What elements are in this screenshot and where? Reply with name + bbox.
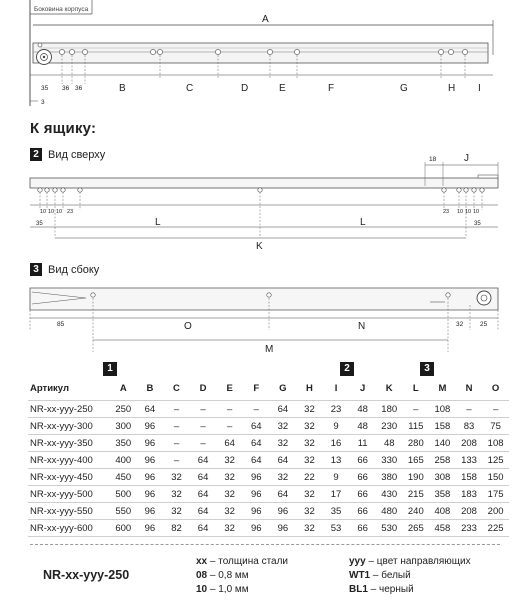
header-H: H [306,382,313,394]
value-cell: 64 [243,452,270,469]
value-cell: 32 [296,486,323,503]
value-cell: 190 [403,469,430,486]
value-cell: 225 [482,520,509,537]
value-cell: – [163,452,190,469]
value-cell: 66 [349,520,376,537]
dim-O: O [184,321,192,332]
table-row [28,503,509,520]
value-cell: 66 [349,452,376,469]
header-K: K [385,382,393,394]
segment-C: C [186,83,194,94]
value-cell: 240 [403,503,430,520]
legend-bl1: BL1 – черный [349,584,414,595]
header-B: B [146,382,154,394]
value-cell: 32 [270,469,297,486]
header-C: C [173,382,180,394]
dim-N: N [358,321,366,332]
legend-left [196,555,288,597]
value-cell: 500 [110,486,137,503]
value-cell: 140 [429,435,456,452]
value-cell: 133 [456,452,483,469]
table-header-row [28,376,509,401]
header-L: L [412,382,419,394]
value-cell: – [163,401,190,418]
table-row [28,452,509,469]
value-cell: 13 [323,452,350,469]
header-A: A [119,382,127,394]
dim-36-b: 36 [75,85,83,92]
value-cell: 32 [216,503,243,520]
value-cell: 125 [482,452,509,469]
value-cell: 96 [243,503,270,520]
value-cell: 9 [323,469,350,486]
value-cell: 96 [137,452,164,469]
value-cell: 32 [163,469,190,486]
value-cell: 96 [270,520,297,537]
dim-35-right: 35 [474,221,481,227]
header-I: I [334,382,338,394]
segment-I: I [478,83,481,94]
legend-08: 08 – 0,8 мм [196,570,249,581]
value-cell: 550 [110,503,137,520]
dim-23-left: 23 [67,209,74,215]
value-cell: 96 [243,520,270,537]
value-cell: 480 [376,503,403,520]
dim-18: 18 [429,156,437,163]
article-cell: NR-xx-yyy-550 [28,503,110,520]
table-row [28,486,509,503]
value-cell: 32 [216,520,243,537]
value-cell: 66 [349,503,376,520]
value-cell: – [163,418,190,435]
dim-10-b: 10 [48,209,55,215]
legend-10: 10 – 1,0 мм [196,584,249,595]
legend-wt1: WT1 – белый [349,570,411,581]
value-cell: 48 [376,435,403,452]
dim-label-A: A [262,14,269,25]
dim-10-c: 10 [56,209,63,215]
article-cell: NR-xx-yyy-300 [28,418,110,435]
value-cell: 64 [243,418,270,435]
value-cell: 358 [429,486,456,503]
value-cell: 32 [163,486,190,503]
value-cell: 32 [216,486,243,503]
value-cell: 53 [323,520,350,537]
value-cell: 115 [403,418,430,435]
view-top-label: Вид сверху [48,148,106,161]
article-cell: NR-xx-yyy-350 [28,435,110,452]
view-side-label: Вид сбоку [48,263,100,276]
value-cell: 96 [137,503,164,520]
value-cell: 83 [456,418,483,435]
header-M: M [438,382,447,394]
value-cell: 96 [243,469,270,486]
value-cell: 180 [376,401,403,418]
value-cell: 96 [270,503,297,520]
value-cell: 158 [456,469,483,486]
value-cell: 64 [190,486,217,503]
dim-25: 25 [480,321,488,328]
value-cell: 430 [376,486,403,503]
value-cell: – [163,435,190,452]
table-row [28,418,509,435]
top-view-holes [38,188,484,192]
value-cell: 35 [323,503,350,520]
value-cell: 200 [482,503,509,520]
dim-10-a: 10 [40,209,47,215]
column-group-marker-1: 1 [103,362,117,376]
value-cell: 64 [243,435,270,452]
value-cell: 64 [270,452,297,469]
value-cell: 64 [190,469,217,486]
header-G: G [279,382,287,394]
legend-xx: xx – толщина стали [196,556,289,567]
value-cell: 350 [110,435,137,452]
value-cell: 250 [110,401,137,418]
value-cell: 108 [429,401,456,418]
value-cell: 258 [429,452,456,469]
value-cell: 82 [163,520,190,537]
header-D: D [199,382,207,394]
value-cell: 600 [110,520,137,537]
value-cell: 458 [429,520,456,537]
article-cell: NR-xx-yyy-400 [28,452,110,469]
value-cell: 265 [403,520,430,537]
dim-M: M [265,344,274,355]
value-cell: 96 [243,486,270,503]
dim-3: 3 [41,99,45,106]
dim-10-d: 10 [457,209,464,215]
header-article: Артикул [30,382,69,394]
value-cell: 64 [190,520,217,537]
value-cell: 64 [190,503,217,520]
value-cell: 300 [110,418,137,435]
value-cell: 66 [349,486,376,503]
value-cell: 75 [482,418,509,435]
segment-D: D [241,83,249,94]
value-cell: 17 [323,486,350,503]
value-cell: 400 [110,452,137,469]
table-row [28,520,509,537]
dim-36-a: 36 [62,85,70,92]
header-N: N [465,382,473,394]
dim-L-right: L [360,217,366,228]
value-cell: – [216,418,243,435]
legend-right [349,555,471,597]
table-row [28,469,509,486]
dim-10-e: 10 [465,209,472,215]
drawer-top-profile [30,178,498,188]
header-E: E [226,382,233,394]
value-cell: 330 [376,452,403,469]
value-cell: 9 [323,418,350,435]
value-cell: 96 [137,469,164,486]
view-side-number: 3 [30,263,42,276]
value-cell: 208 [456,435,483,452]
legend-divider [30,544,500,545]
value-cell: 96 [137,520,164,537]
value-cell: 66 [349,469,376,486]
table-row [28,435,509,452]
value-cell: – [243,401,270,418]
value-cell: 215 [403,486,430,503]
header-F: F [253,382,260,394]
dim-10-f: 10 [473,209,480,215]
value-cell: 233 [456,520,483,537]
cabinet-side-label: Боковина корпуса [34,6,89,13]
drawer-side-profile [30,288,498,310]
value-cell: 408 [429,503,456,520]
value-cell: – [482,401,509,418]
top-view-diagram [0,150,530,252]
value-cell: 32 [296,520,323,537]
view-top-number: 2 [30,148,42,161]
value-cell: 32 [163,503,190,520]
article-cell: NR-xx-yyy-250 [28,401,110,418]
value-cell: 11 [349,435,376,452]
legend-yyy: yyy – цвет направляющих [349,556,471,567]
value-cell: 175 [482,486,509,503]
column-group-marker-3: 3 [420,362,434,376]
value-cell: 48 [349,401,376,418]
article-cell: NR-xx-yyy-600 [28,520,110,537]
header-J: J [359,382,366,394]
segment-G: G [400,83,408,94]
value-cell: 32 [296,435,323,452]
value-cell: – [216,401,243,418]
value-cell: 32 [296,401,323,418]
value-cell: – [190,418,217,435]
dim-23-right: 23 [443,209,450,215]
value-cell: – [190,435,217,452]
dim-J: J [464,153,469,164]
table-row [28,401,509,418]
value-cell: 64 [270,401,297,418]
value-cell: 64 [137,401,164,418]
value-cell: 32 [296,503,323,520]
value-cell: 32 [296,452,323,469]
value-cell: 450 [110,469,137,486]
value-cell: 158 [429,418,456,435]
segment-E: E [279,83,286,94]
value-cell: 64 [270,486,297,503]
header-O: O [491,382,500,394]
segment-F: F [328,83,335,94]
dim-35: 35 [41,85,49,92]
cabinet-rail-diagram [0,0,530,110]
section-heading: К ящику: [30,120,97,137]
value-cell: 380 [376,469,403,486]
column-group-marker-2: 2 [340,362,354,376]
dim-L-left: L [155,217,161,228]
value-cell: – [403,401,430,418]
value-cell: 32 [216,452,243,469]
value-cell: 32 [296,418,323,435]
value-cell: 48 [349,418,376,435]
value-cell: 183 [456,486,483,503]
value-cell: 23 [323,401,350,418]
dim-85: 85 [57,321,65,328]
dim-K: K [256,241,263,252]
value-cell: 150 [482,469,509,486]
value-cell: 64 [216,435,243,452]
value-cell: 530 [376,520,403,537]
value-cell: – [456,401,483,418]
value-cell: 165 [403,452,430,469]
value-cell: 208 [456,503,483,520]
value-cell: 32 [270,435,297,452]
value-cell: 32 [270,418,297,435]
value-cell: 96 [137,435,164,452]
value-cell: 32 [216,469,243,486]
value-cell: – [190,401,217,418]
model-code: NR-xx-yyy-250 [43,568,130,582]
value-cell: 230 [376,418,403,435]
dim-32: 32 [456,321,464,328]
dimensions-table [28,376,509,537]
value-cell: 96 [137,418,164,435]
value-cell: 280 [403,435,430,452]
rail-body [33,43,488,63]
value-cell: 16 [323,435,350,452]
side-view-diagram [0,280,530,370]
value-cell: 22 [296,469,323,486]
dim-35-left: 35 [36,221,43,227]
segment-B: B [119,83,126,94]
value-cell: 108 [482,435,509,452]
value-cell: 308 [429,469,456,486]
view-side-title [30,263,99,276]
value-cell: 64 [190,452,217,469]
segment-H: H [448,83,456,94]
article-cell: NR-xx-yyy-450 [28,469,110,486]
value-cell: 96 [137,486,164,503]
article-cell: NR-xx-yyy-500 [28,486,110,503]
